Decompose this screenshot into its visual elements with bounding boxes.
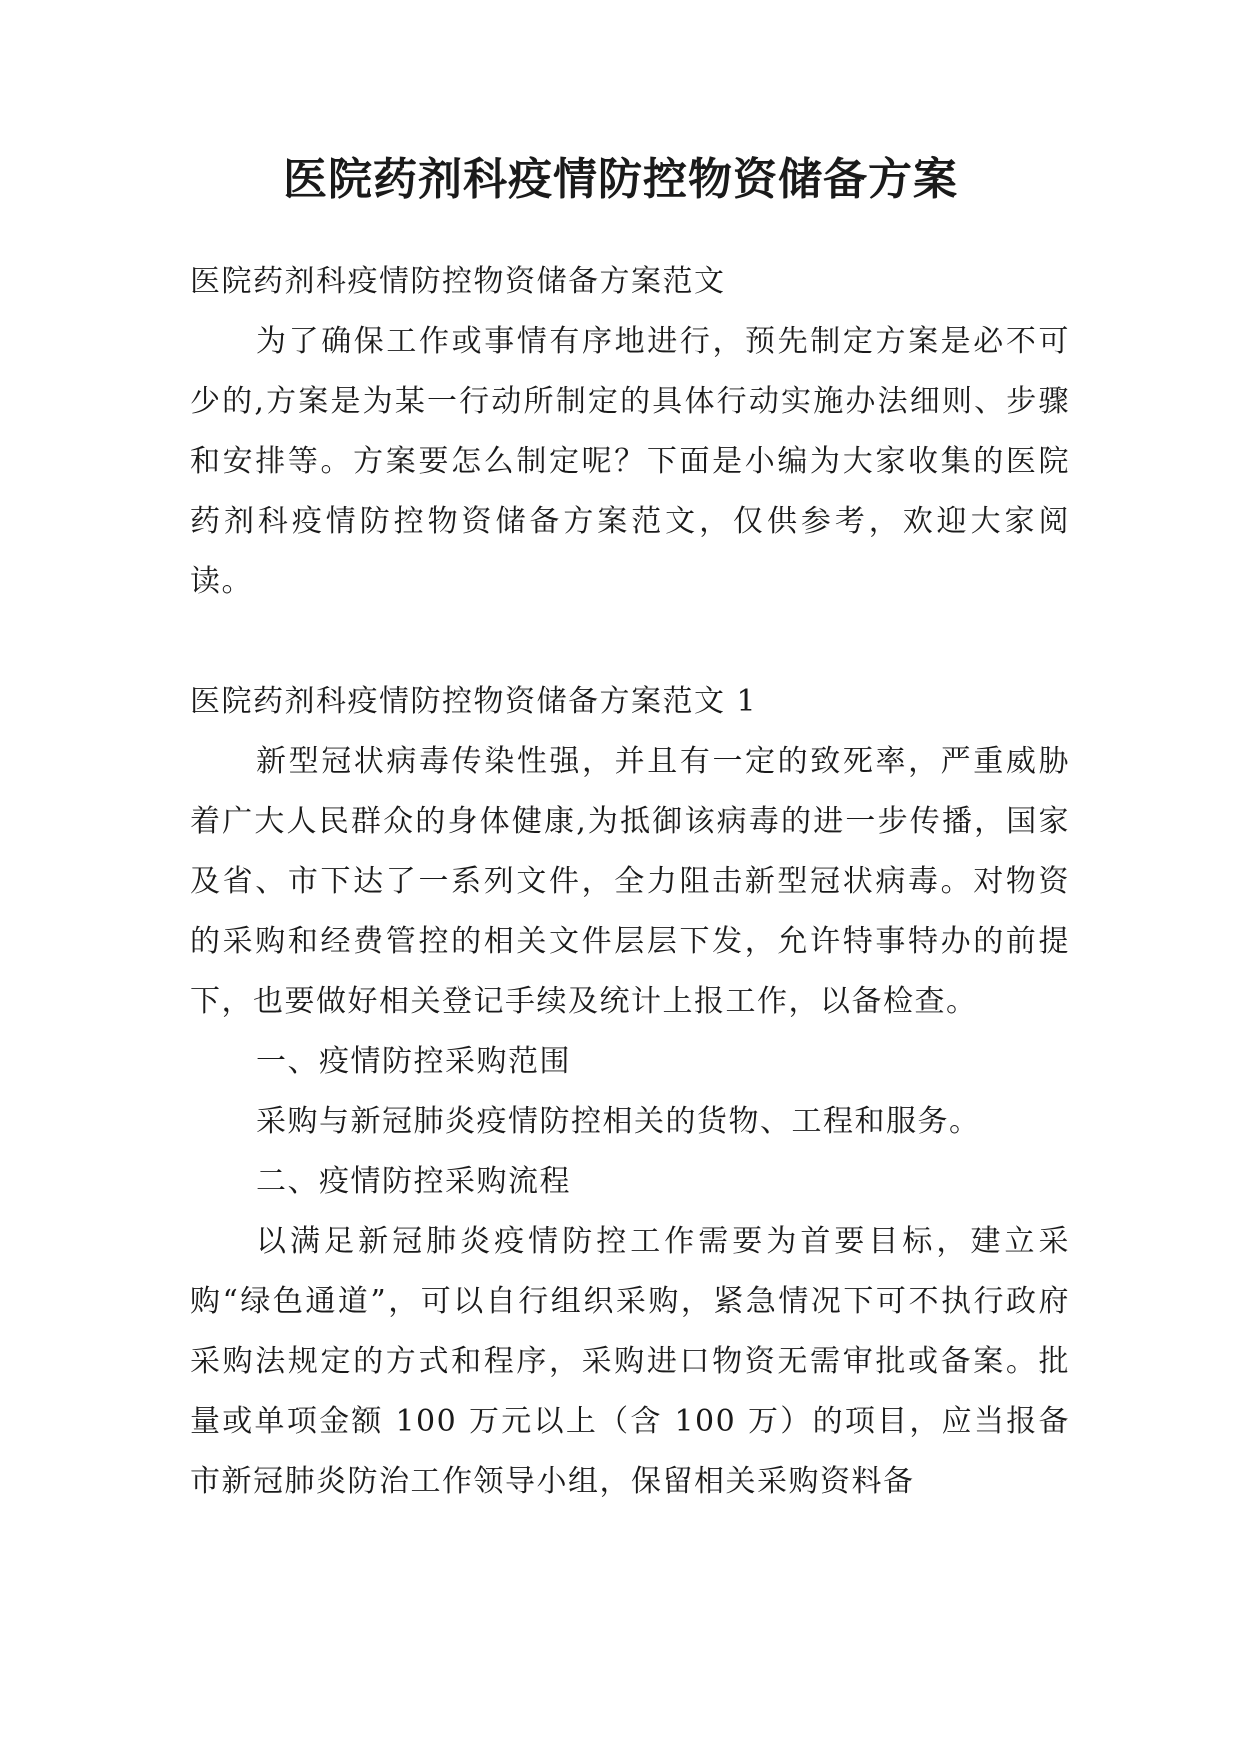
paragraph-3: 以满足新冠肺炎疫情防控工作需要为首要目标，建立采购“绿色通道”，可以自行组织采购，紧急情况下可不执行政府采购法规定的方式和程序，采购进口物资无需审批或备案。批量或单项金额 100 万元以上（含 100 万）的项目，应当报备市新冠肺炎防治工作领导小组，保留相关采购资料备 — [190, 1224, 1070, 1499]
section-heading: 医院药剂科疫情防控物资储备方案范文 1 — [190, 684, 758, 719]
intro-paragraph: 为了确保工作或事情有序地进行，预先制定方案是必不可少的,方案是为某一行动所制定的具体行动实施办法细则、步骤和安排等。方案要怎么制定呢？下面是小编为大家收集的医院药剂科疫情防控物资储备方案范文，仅供参考，欢迎大家阅读。 — [190, 324, 1070, 599]
document-body — [190, 252, 1070, 1512]
heading-1: 一、疫情防控采购范围 — [256, 1044, 571, 1079]
heading-2: 二、疫情防控采购流程 — [256, 1164, 571, 1199]
section-spacer — [190, 612, 1070, 672]
paragraph-1: 新型冠状病毒传染性强，并且有一定的致死率，严重威胁着广大人民群众的身体健康,为抵御该病毒的进一步传播，国家及省、市下达了一系列文件，全力阻击新型冠状病毒。对物资的采购和经费管控的相关文件层层下发，允许特事特办的前提下，也要做好相关登记手续及统计上报工作，以备检查。 — [190, 744, 1070, 1019]
document-title: 医院药剂科疫情防控物资储备方案 — [283, 154, 958, 205]
paragraph-2: 采购与新冠肺炎疫情防控相关的货物、工程和服务。 — [256, 1104, 981, 1139]
intro-subtitle: 医院药剂科疫情防控物资储备方案范文 — [190, 264, 726, 299]
